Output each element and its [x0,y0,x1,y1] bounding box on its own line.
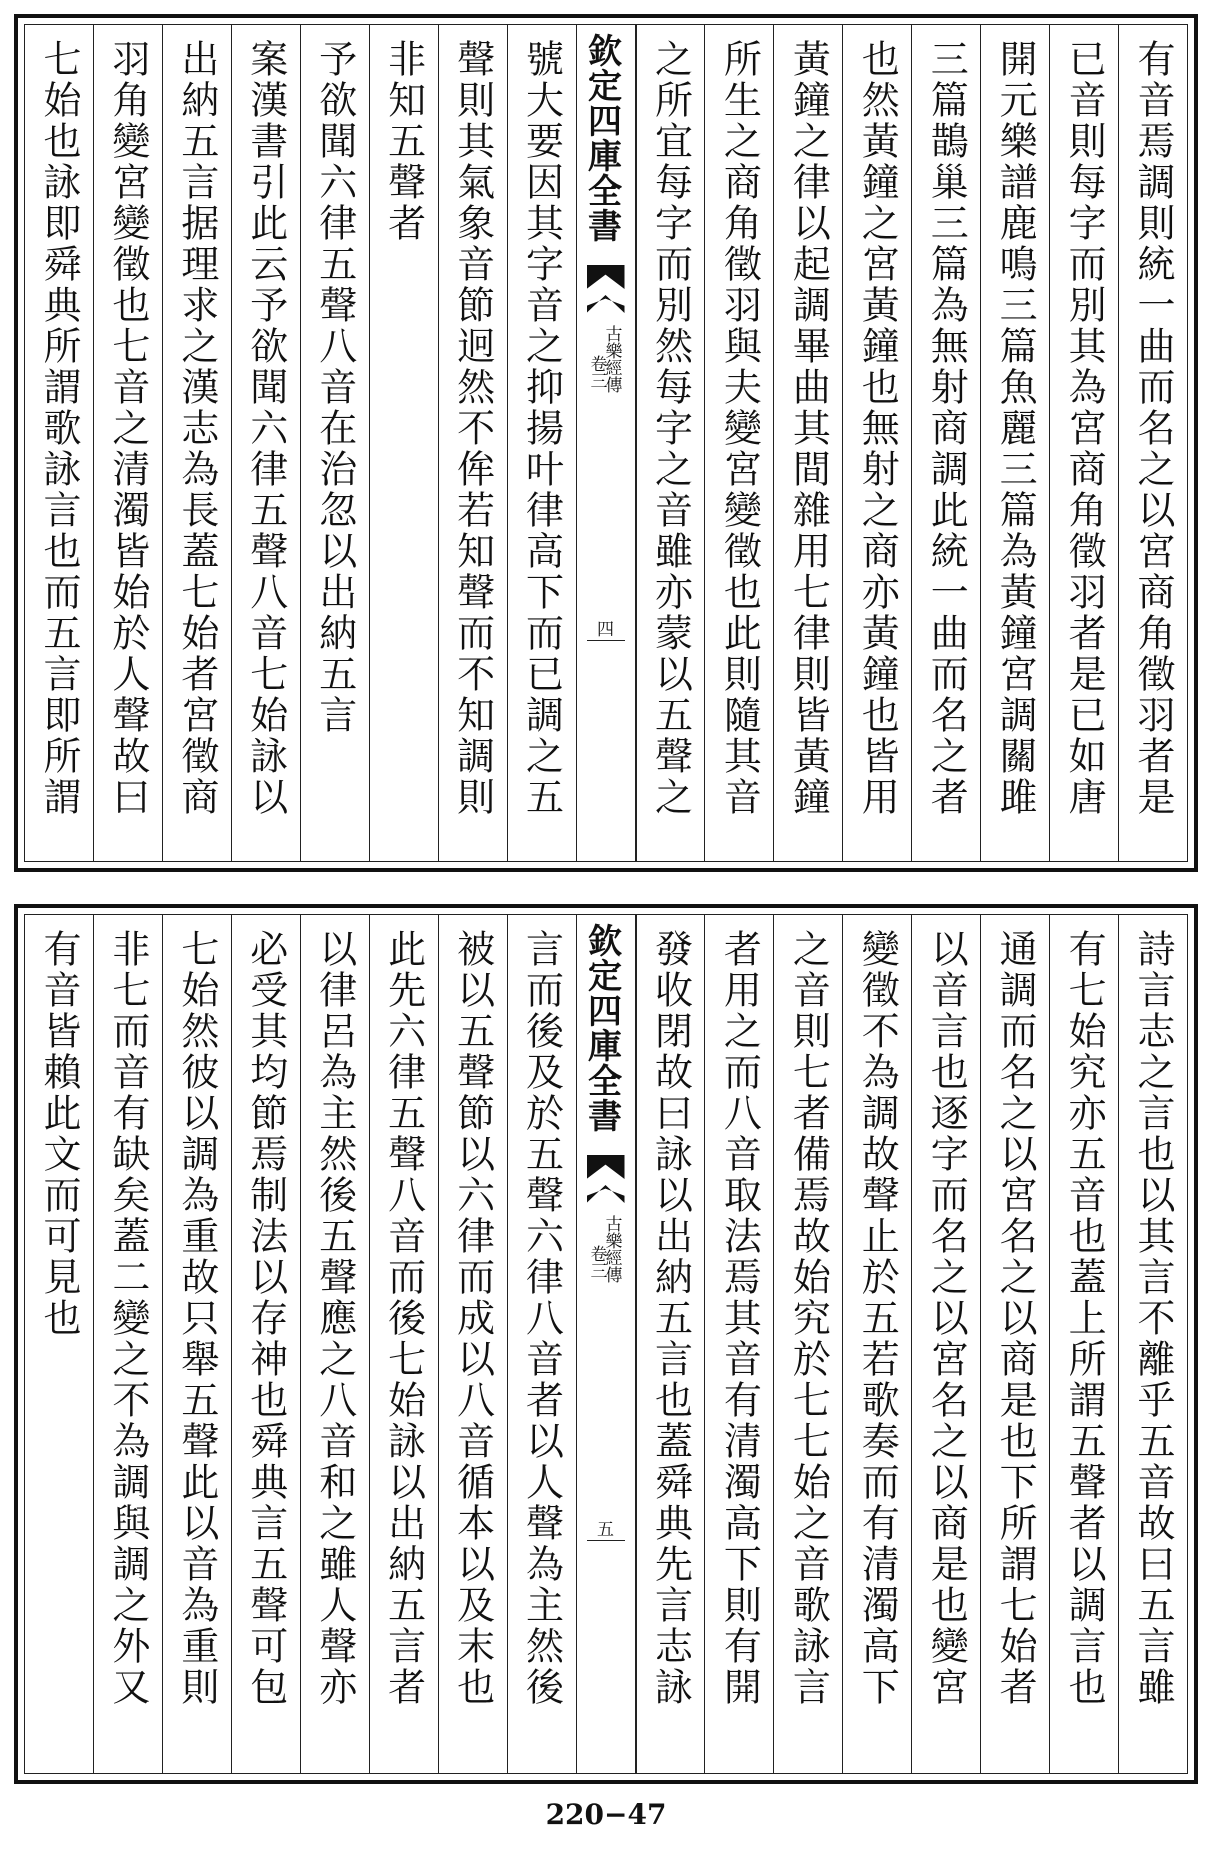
text-column: 詩言志之言也以其言不離乎五音故曰五言雖 [1118,915,1187,1773]
book-title: 欽定四庫全書 [581,33,622,243]
text-column: 也然黃鐘之宮黃鐘也無射之商亦黃鐘也皆用 [842,25,911,861]
text-column: 有音皆賴此文而可見也 [36,929,81,1339]
fish-tail-mark [587,1185,625,1203]
text-column: 被以五聲節以六律而成以八音循本以及末也 [438,915,507,1773]
folio-number: 五 [597,1520,614,1540]
volume-label: 卷三 [586,1245,607,1279]
text-column: 此先六律五聲八音而後七始詠以出納五言者 [369,915,438,1773]
text-column: 黃鐘之律以起調畢曲其間雜用七律則皆黃鐘 [773,25,842,861]
fish-tail-mark [587,295,625,313]
page-top-frame [24,24,1188,862]
folio-rule [587,1540,625,1541]
text-column: 開元樂譜鹿鳴三篇魚麗三篇為黃鐘宮調關雎 [980,25,1049,861]
text-column: 者用之而八音取法焉其音有清濁高下則有開 [704,915,773,1773]
book-title: 欽定四庫全書 [581,923,622,1133]
text-column: 之所宜每字而別然每字之音雖亦蒙以五聲之 [636,25,705,861]
text-column: 發收閉故曰詠以出納五言也蓋舜典先言志詠 [636,915,705,1773]
fish-tail-mark [587,1155,625,1179]
page-bottom-frame [24,914,1188,1774]
page-bottom-columns [25,915,1187,1773]
text-column: 非七而音有缺矣蓋二變之不為調與調之外又 [93,915,162,1773]
text-column: 必受其均節焉制法以存神也舜典言五聲可包 [231,915,300,1773]
text-column: 以音言也逐字而名之以宮名之以商是也變宮 [911,915,980,1773]
page-top [14,14,1198,872]
text-column: 羽角變宮變徵也七音之清濁皆始於人聲故曰 [93,25,162,861]
text-column: 出納五言据理求之漢志為長蓋七始者宮徵商 [162,25,231,861]
text-column: 聲則其氣象音節迥然不侔若知聲而不知調則 [438,25,507,861]
text-column: 三篇鵲巢三篇為無射商調此統一曲而名之者 [911,25,980,861]
text-column: 以律呂為主然後五聲應之八音和之雖人聲亦 [300,915,369,1773]
folio-rule [587,640,625,641]
text-column: 非知五聲者 [369,25,438,861]
text-column: 案漢書引此云予欲聞六律五聲八音七始詠以 [231,25,300,861]
text-column: 之音則七者備焉故始究於七七始之音歌詠言 [773,915,842,1773]
page-bottom [14,904,1198,1784]
center-fold [576,915,636,1773]
text-column: 七始也詠即舜典所謂歌詠言也而五言即所謂 [36,39,81,818]
text-column: 所生之商角徵羽與夫變宮變徵也此則隨其音 [704,25,773,861]
folio-number: 四 [597,620,614,640]
page-top-columns [25,25,1187,861]
work-title: 古樂經傳 [601,325,622,393]
text-column: 有七始究亦五音也蓋上所謂五聲者以調言也 [1049,915,1118,1773]
fish-tail-mark [587,265,625,289]
text-column: 七始然彼以調為重故只舉五聲此以音為重則 [162,915,231,1773]
text-column: 通調而名之以宮名之以商是也下所謂七始者 [980,915,1049,1773]
page-footer-number: 220−47 [545,1798,667,1831]
work-title: 古樂經傳 [601,1215,622,1283]
volume-label: 卷三 [586,355,607,389]
text-column: 言而後及於五聲六律八音者以人聲為主然後 [507,915,576,1773]
text-column: 已音則每字而別其為宮商角徵羽者是已如唐 [1049,25,1118,861]
text-column: 變徵不為調故聲止於五若歌奏而有清濁高下 [842,915,911,1773]
center-fold [576,25,636,861]
text-column: 號大要因其字音之抑揚叶律高下而已調之五 [507,25,576,861]
text-column: 予欲聞六律五聲八音在治忽以出納五言 [300,25,369,861]
text-column: 有音焉調則統一曲而名之以宮商角徵羽者是 [1118,25,1187,861]
